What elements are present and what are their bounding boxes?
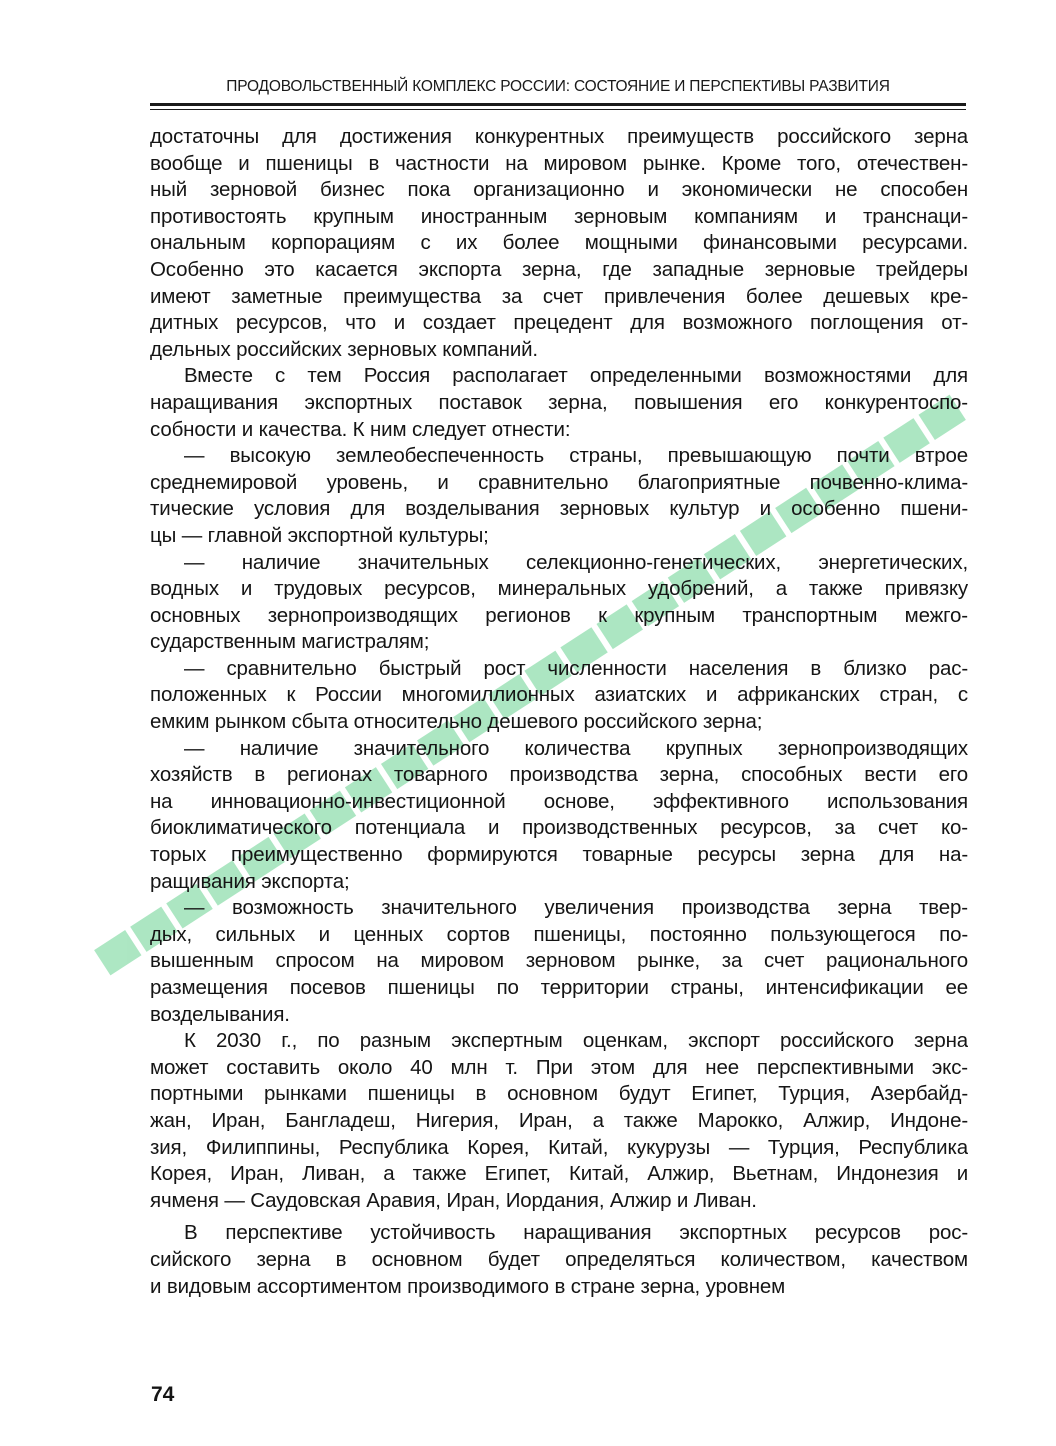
paragraph — [150, 124, 968, 363]
paragraph — [150, 1028, 968, 1214]
text-line: сийского зерна в основном будет определяться количеством, качеством — [150, 1247, 968, 1271]
text-line: цы — главной экспортной культуры; — [150, 523, 489, 547]
text-line: дых, сильных и ценных сортов пшеницы, постоянно пользующегося по- — [150, 922, 968, 946]
paragraph — [150, 736, 968, 896]
text-line: емким рынком сбыта относительно дешевого российского зерна; — [150, 710, 763, 734]
text-line: — возможность значительного увеличения производства зерна твер- — [184, 896, 968, 920]
text-line: зия, Филиппины, Республика Корея, Китай, кукурузы — Турция, Республика — [150, 1135, 968, 1159]
text-line: может составить около 40 млн т. При этом для нее перспективными экс- — [150, 1055, 968, 1079]
text-line: имеют заметные преимущества за счет привлечения более дешевых кре- — [150, 284, 968, 308]
text-line: ональным корпорациям с их более мощными финансовыми ресурсами. — [150, 231, 968, 255]
header-rule-thin — [150, 109, 966, 110]
paragraph — [150, 1220, 968, 1300]
page-number: 74 — [151, 1383, 175, 1406]
text-line: на инновационно-инвестиционной основе, эффективного использования — [150, 789, 968, 813]
text-line: Особенно это касается экспорта зерна, где западные зерновые трейдеры — [150, 257, 968, 281]
text-line: наращивания экспортных поставок зерна, повышения его конкурентоспо- — [150, 390, 968, 414]
text-line: — наличие значительных селекционно-генетических, энергетических, — [184, 550, 968, 574]
text-line: основных зернопроизводящих регионов к крупным транспортным межго- — [150, 603, 968, 627]
paragraph — [150, 443, 968, 549]
text-line: тические условия для возделывания зерновых культур и особенно пшени- — [150, 497, 968, 521]
text-line: положенных к России многомиллионных азиатских и африканских стран, с — [150, 683, 968, 707]
text-line: ячменя — Саудовская Аравия, Иран, Иордания, Алжир и Ливан. — [150, 1188, 757, 1212]
text-line: портными рынками пшеницы в основном будут Египет, Турция, Азербайд- — [150, 1082, 968, 1106]
text-line: среднемировой уровень, и сравнительно благоприятные почвенно-клима- — [150, 470, 968, 494]
text-line: возделывания. — [150, 1002, 290, 1026]
paragraph — [150, 656, 968, 736]
text-line: ный зерновой бизнес пока организационно и экономически не способен — [150, 178, 968, 202]
text-line: торых преимущественно формируются товарные ресурсы зерна для на- — [150, 843, 968, 867]
paragraph — [150, 895, 968, 1028]
running-head: ПРОДОВОЛЬСТВЕННЫЙ КОМПЛЕКС РОССИИ: СОСТОЯНИЕ И ПЕРСПЕКТИВЫ РАЗВИТИЯ — [226, 78, 890, 95]
text-line: размещения посевов пшеницы по территории страны, интенсификации ее — [150, 976, 968, 999]
text-line: вышенным спросом на мировом зерновом рынке, за счет рационального — [150, 949, 968, 973]
text-line: К 2030 г., по разным экспертным оценкам, экспорт российского зерна — [184, 1029, 968, 1053]
text-line: водных и трудовых ресурсов, минеральных удобрений, а также привязку — [150, 577, 968, 601]
text-line: и видовым ассортиментом производимого в стране зерна, уровнем — [150, 1274, 786, 1298]
text-line: биоклиматического потенциала и производственных ресурсов, за счет ко- — [150, 816, 968, 840]
text-line: ращивания экспорта; — [150, 869, 350, 893]
paragraph — [150, 363, 968, 443]
text-line: В перспективе устойчивость наращивания экспортных ресурсов рос- — [184, 1221, 968, 1245]
text-line: — сравнительно быстрый рост численности населения в близко рас- — [184, 656, 968, 680]
text-line: противостоять крупным иностранным зерновым компаниям и транснаци- — [150, 204, 968, 228]
text-line: жан, Иран, Бангладеш, Нигерия, Иран, а также Марокко, Алжир, Индоне- — [150, 1108, 968, 1132]
paragraph — [150, 550, 968, 656]
text-line: — высокую землеобеспеченность страны, превышающую почти втрое — [184, 444, 968, 468]
text-line: дельных российских зерновых компаний. — [150, 337, 538, 361]
text-line: — наличие значительного количества крупных зернопроизводящих — [184, 736, 968, 760]
text-line: собности и качества. К ним следует отнести: — [150, 417, 571, 441]
text-line: Корея, Иран, Ливан, а также Египет, Китай, Алжир, Вьетнам, Индонезия и — [150, 1162, 968, 1186]
text-line: Вместе с тем Россия располагает определенными возможностями для — [184, 364, 968, 388]
text-line: достаточны для достижения конкурентных преимуществ российского зерна — [150, 125, 968, 148]
text-line: вообще и пшеницы в частности на мировом рынке. Кроме того, отечествен- — [150, 151, 968, 175]
text-line: сударственным магистралям; — [150, 630, 430, 654]
text-line: хозяйств в регионах товарного производства зерна, способных вести его — [150, 763, 968, 787]
body-text — [150, 124, 968, 1300]
text-line: дитных ресурсов, что и создает прецедент для возможного поглощения от- — [150, 311, 968, 335]
header-rule-thick — [150, 103, 966, 106]
